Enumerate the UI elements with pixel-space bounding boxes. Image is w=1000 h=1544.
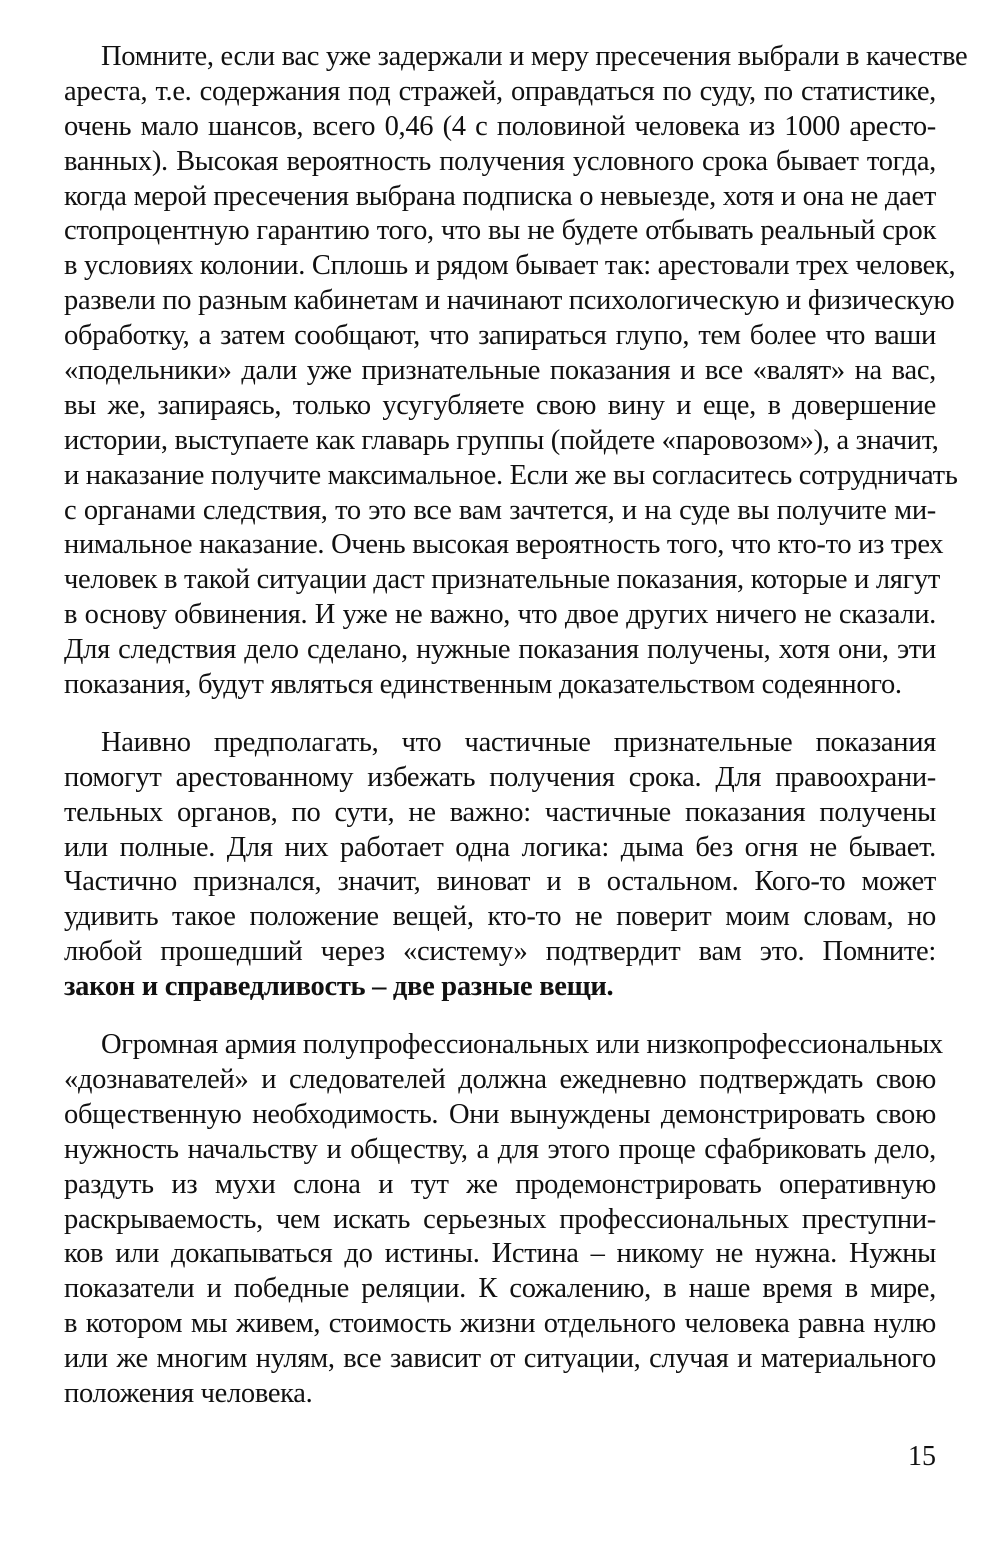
paragraph-line: вы же, запираясь, только усугубляете свою вину и еще, в довершение — [64, 389, 936, 421]
emphasis-line: закон и справедливость – две разные вещи. — [64, 971, 614, 1003]
paragraph-line: положения человека. — [64, 1377, 313, 1409]
paragraph-line: «подельники» дали уже признательные показания и все «валят» на вас, — [64, 355, 936, 387]
paragraph-line: удивить такое положение вещей, кто-то не поверит моим словам, но — [64, 901, 936, 933]
paragraph-line: нужность начальству и обществу, а для этого проще сфабриковать дело, — [64, 1133, 936, 1165]
paragraph-line: Огромная армия полупрофессиональных или низкопрофессиональных — [101, 1029, 943, 1061]
paragraph-line: в основу обвинения. И уже не важно, что двое других ничего не сказали. — [64, 599, 936, 631]
paragraph-2 — [64, 726, 936, 1005]
paragraph-line: показатели и победные реляции. К сожалению, в наше время в мире, — [64, 1273, 936, 1305]
paragraph-line: развели по разным кабинетам и начинают психологическую и физическую — [64, 285, 955, 317]
paragraph-line: ков или докапываться до истины. Истина – никому не нужна. Нужны — [64, 1238, 936, 1270]
paragraph-line: ванных). Высокая вероятность получения условного срока бывает тогда, — [64, 145, 936, 177]
paragraph-1 — [64, 40, 968, 703]
paragraph-line: или же многим нулям, все зависит от ситуации, случая и материального — [64, 1343, 936, 1375]
paragraph-line: или полные. Для них работает одна логика: дыма без огня не бывает. — [64, 831, 936, 863]
paragraph-line: и наказание получите максимальное. Если же вы согласитесь сотрудничать — [64, 459, 958, 491]
paragraph-line: человек в такой ситуации даст признательные показания, которые и лягут — [64, 564, 941, 596]
paragraph-line: тельных органов, по сути, не важно: частичные показания получены — [64, 796, 936, 828]
paragraph-line: показания, будут являться единственным доказательством содеянного. — [64, 669, 902, 701]
paragraph-line: Частично признался, значит, виноват и в остальном. Кого-то может — [64, 866, 936, 898]
paragraph-line: в котором мы живем, стоимость жизни отдельного человека равна нулю — [64, 1308, 936, 1340]
paragraph-line: раздуть из мухи слона и тут же продемонстрировать оперативную — [64, 1168, 936, 1200]
page-number: 15 — [908, 1441, 936, 1472]
paragraph-3 — [64, 1028, 943, 1412]
paragraph-line: с органами следствия, то это все вам зачтется, и на суде вы получите ми- — [64, 494, 936, 526]
paragraph-line: Для следствия дело сделано, нужные показания получены, хотя они, эти — [64, 634, 936, 666]
paragraph-line: Помните, если вас уже задержали и меру пресечения выбрали в качестве — [101, 41, 968, 72]
paragraph-line: «дознавателей» и следователей должна ежедневно подтверждать свою — [64, 1063, 936, 1095]
paragraph-line: любой прошедший через «систему» подтвердит вам это. Помните: — [64, 936, 936, 968]
paragraph-line: ареста, т.е. содержания под стражей, оправдаться по суду, по статистике, — [64, 75, 936, 107]
paragraph-line: раскрываемость, чем искать серьезных профессиональных преступни- — [64, 1203, 936, 1235]
page-body — [64, 40, 968, 1412]
paragraph-line: когда мерой пресечения выбрана подписка о невыезде, хотя и она не дает — [64, 180, 936, 212]
paragraph-line: обработку, а затем сообщают, что запираться глупо, тем более что ваши — [64, 320, 936, 352]
paragraph-line: очень мало шансов, всего 0,46 (4 с половиной человека из 1000 аресто- — [64, 110, 936, 142]
paragraph-line: Наивно предполагать, что частичные признательные показания — [101, 726, 936, 758]
paragraph-line: общественную необходимость. Они вынуждены демонстрировать свою — [64, 1098, 936, 1130]
paragraph-line: истории, выступаете как главарь группы (пойдете «паровозом»), а значит, — [64, 424, 939, 456]
paragraph-line: помогут арестованному избежать получения срока. Для правоохрани- — [64, 761, 936, 793]
paragraph-line: в условиях колонии. Сплошь и рядом бывает так: арестовали трех человек, — [64, 250, 956, 282]
paragraph-line: нимальное наказание. Очень высокая вероятность того, что кто-то из трех — [64, 529, 944, 561]
paragraph-line: стопроцентную гарантию того, что вы не будете отбывать реальный срок — [64, 215, 936, 247]
